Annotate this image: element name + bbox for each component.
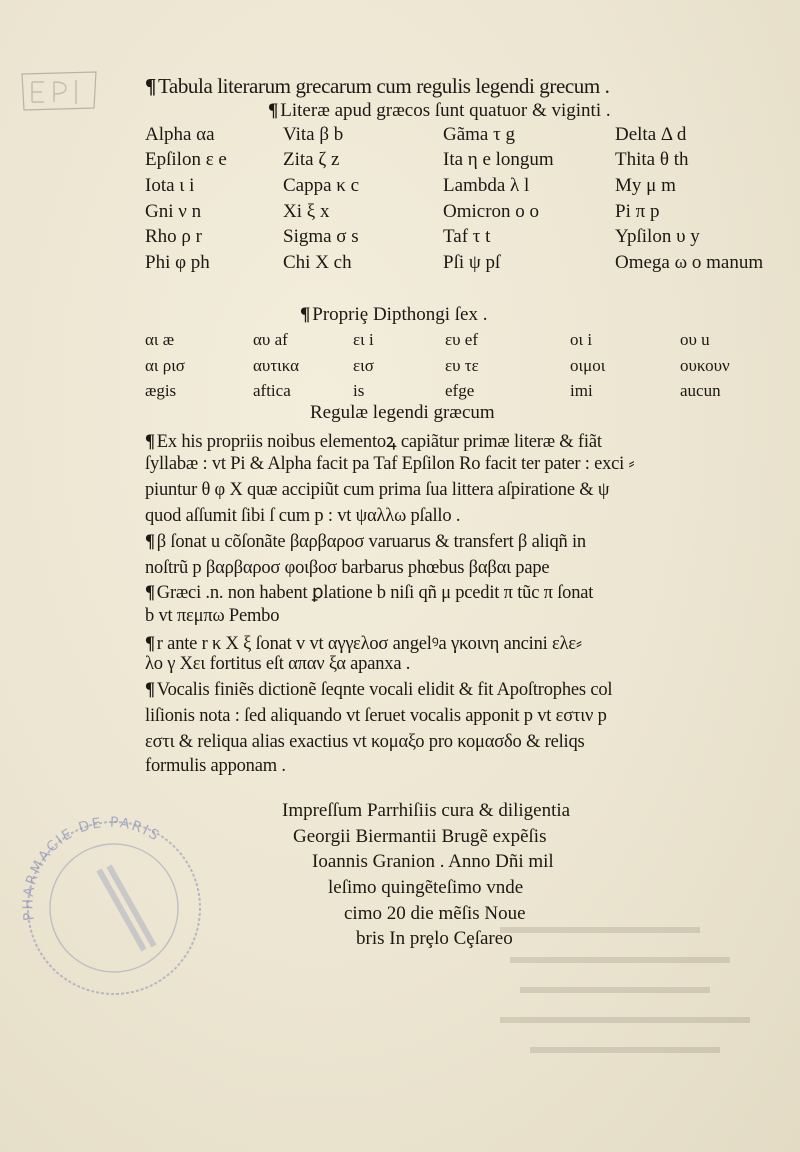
diphthong-cell: οιμοι	[570, 356, 606, 375]
colophon-line: cimo 20 die mẽſis Noue	[344, 903, 526, 924]
rules-line: noſtrũ p βαρβαροσ φοιβοσ barbarus phœbus βαβαι pape	[145, 558, 550, 578]
diphthong-cell: εισ	[353, 356, 374, 375]
alphabet-cell: Zita ζ z	[283, 149, 340, 170]
alphabet-cell: Pi π p	[615, 201, 660, 222]
rules-line: piuntur θ φ X quæ accipiũt cum prima ſua littera aſpiratione & ψ	[145, 480, 610, 500]
alphabet-cell: Ita η e longum	[443, 149, 554, 170]
diphthong-cell: αι ρισ	[145, 356, 185, 375]
alphabet-cell: Omicron ο o	[443, 201, 540, 222]
diphthong-cell: ægis	[145, 381, 177, 400]
colophon-line: Georgii Biermantii Brugẽ expẽſis	[293, 826, 547, 847]
colophon-line: bris In prȩlo Cȩſareo	[356, 928, 513, 949]
diphthong-cell: οι i	[570, 330, 593, 349]
rules-line: ¶ Græci .n. non habent ꝑlatione b niſi qñ μ pcedit π tũc π ſonat	[145, 583, 594, 603]
rules-line: ¶ β ſonat u cõſonãte βαρβαροσ varuarus & transfert β aliqñ in	[145, 532, 586, 552]
rules-title: Regulæ legendi græcum	[310, 402, 495, 423]
rules-line: ¶ Vocalis finiẽs dictionẽ ſeqnte vocali elidit & fit Apoſtrophes col	[145, 680, 613, 700]
diphthong-cell: efge	[445, 381, 475, 400]
diphthong-cell: ου u	[680, 330, 710, 349]
library-stamp-icon	[4, 800, 204, 1000]
diphthong-cell: αυ af	[253, 330, 288, 349]
diphthong-cell: aucun	[680, 381, 721, 400]
alphabet-row	[145, 175, 770, 200]
rules-line: b vt πεμπω Pembo	[145, 606, 280, 626]
rules-line: liſionis nota : ſed aliquando vt ſeruet vocalis apponit p vt εστιν p	[145, 706, 607, 726]
alphabet-cell: Alpha αa	[145, 124, 215, 145]
alphabet-row	[145, 124, 770, 149]
alphabet-row	[145, 201, 770, 226]
svg-text:PHARMACIE DE PARIS: PHARMACIE DE PARIS	[20, 814, 164, 922]
diphthong-row	[145, 330, 785, 354]
diphthong-cell: imi	[570, 381, 593, 400]
diphthong-cell: is	[353, 381, 365, 400]
rules-line: ¶ Ex his propriis noibus elementoꝝ capiãtur primæ literæ & fiãt	[145, 432, 602, 452]
rules-line: λο γ Xει fortitus eſt απαν ξα apanxa .	[145, 654, 411, 674]
alphabet-cell: Rho ρ r	[145, 226, 202, 247]
manuscript-mark-icon	[18, 68, 100, 112]
alphabet-row	[145, 149, 770, 174]
show-through-decoration	[500, 920, 780, 1060]
diphthong-title: ¶ Propriȩ Dipthongi ſex .	[300, 304, 488, 325]
rules-line: formulis apponam .	[145, 756, 286, 776]
alphabet-row	[145, 252, 770, 277]
alphabet-cell: Pſi ψ pſ	[443, 252, 501, 273]
colophon-line: leſimo quingẽteſimo vnde	[328, 877, 524, 898]
colophon-line: Impreſſum Parrhiſiis cura & diligentia	[282, 800, 571, 821]
alphabet-cell: Delta Δ d	[615, 124, 687, 145]
alphabet-cell: Epſilon ε e	[145, 149, 227, 170]
alphabet-cell: Sigma σ s	[283, 226, 359, 247]
rules-line: quod aſſumit ſibi ſ cum p : vt ψαλλω pſallo .	[145, 506, 461, 526]
diphthong-cell: aftica	[253, 381, 291, 400]
alphabet-cell: Thita θ th	[615, 149, 689, 170]
alphabet-cell: Ypſilon υ y	[615, 226, 700, 247]
alphabet-cell: Phi φ ph	[145, 252, 210, 273]
alphabet-cell: Vita β b	[283, 124, 344, 145]
alphabet-cell: Gni ν n	[145, 201, 202, 222]
alphabet-cell: Xi ξ x	[283, 201, 330, 222]
alphabet-cell: My μ m	[615, 175, 676, 196]
colophon-line: Ioannis Granion . Anno Dñi mil	[312, 851, 554, 872]
alphabet-cell: Cappa κ c	[283, 175, 360, 196]
alphabet-row	[145, 226, 770, 251]
diphthong-cell: ευ ef	[445, 330, 479, 349]
diphthong-cell: ευ τε	[445, 356, 479, 375]
diphthong-cell: αι æ	[145, 330, 175, 349]
alphabet-cell: Taf τ t	[443, 226, 491, 247]
alphabet-cell: Gãma τ g	[443, 124, 516, 145]
page-subtitle: ¶ Literæ apud græcos ſunt quatuor & viginti .	[268, 100, 611, 121]
diphthong-cell: ει i	[353, 330, 374, 349]
rules-line: ſyllabæ : vt Pi & Alpha facit pa Taf Epſilon Ro facit ter pater : exci ⸗	[145, 454, 635, 474]
page-title: ¶Tabula literarum grecarum cum regulis legendi grecum .	[145, 74, 610, 98]
rules-line: εστι & reliqua alias exactius vt κομαξο pro κομασδο & reliqs	[145, 732, 585, 752]
diphthong-cell: αυτικα	[253, 356, 300, 375]
diphthong-row	[145, 356, 785, 380]
rules-line: ¶ r ante r κ X ξ ſonat v vt αγγελοσ angelꝰa γκοινη ancini ελε⸗	[145, 634, 582, 654]
alphabet-cell: Iota ι i	[145, 175, 195, 196]
diphthong-cell: ουκουν	[680, 356, 730, 375]
alphabet-cell: Chi X ch	[283, 252, 352, 273]
alphabet-cell: Omega ω o manum	[615, 252, 764, 273]
alphabet-cell: Lambda λ l	[443, 175, 530, 196]
